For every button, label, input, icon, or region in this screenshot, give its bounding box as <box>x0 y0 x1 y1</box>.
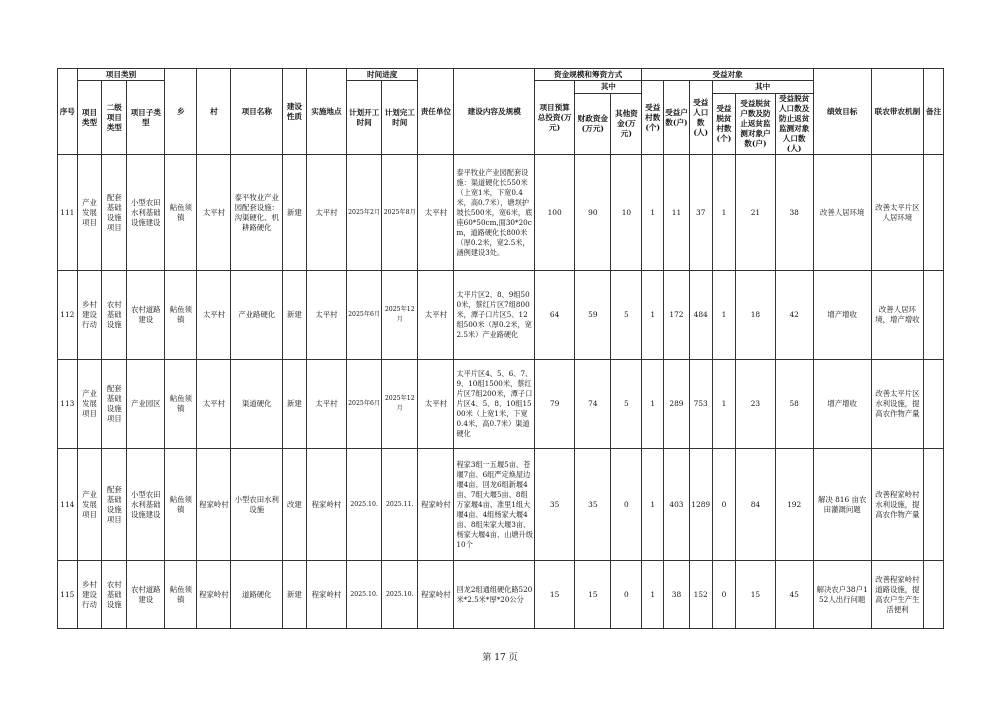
row-beneficiary-households: 172 <box>664 271 690 360</box>
row-poverty-households: 84 <box>736 449 775 561</box>
row-beneficiary-population: 1289 <box>689 449 712 561</box>
row-project-type: 产业发展项目 <box>77 155 102 271</box>
row-total-budget: 35 <box>535 449 575 561</box>
row-responsible-unit: 太平村 <box>418 155 454 271</box>
header-group-funds: 资金规模和筹资方式 <box>535 69 642 81</box>
header-content-scale: 建设内容及规模 <box>454 69 535 155</box>
row-secondary-type: 农村基础设施 <box>102 271 127 360</box>
row-beneficiary-population: 152 <box>689 561 712 629</box>
row-remark <box>924 561 944 629</box>
header-planned-finish: 计划完工时间 <box>382 81 418 155</box>
row-poverty-households: 15 <box>736 561 775 629</box>
header-project-type: 项目类型 <box>77 81 102 155</box>
row-fiscal-funds: 90 <box>575 155 611 271</box>
header-funds-among: 其中 <box>575 81 642 94</box>
row-nature: 新建 <box>283 271 307 360</box>
row-total-budget: 15 <box>535 561 575 629</box>
row-township: 鲇鱼须镇 <box>165 360 197 449</box>
row-poverty-villages: 0 <box>712 449 736 561</box>
header-poverty-population: 受益脱贫人口数及防止返贫监测对象人口数(人) <box>775 94 813 155</box>
row-seq: 113 <box>58 360 78 449</box>
row-other-funds: 5 <box>611 271 642 360</box>
row-village: 太平村 <box>197 360 231 449</box>
header-farmer-linkage: 联农带农机制 <box>871 69 924 155</box>
row-seq: 114 <box>58 449 78 561</box>
row-nature: 新建 <box>283 561 307 629</box>
row-beneficiary-households: 289 <box>664 360 690 449</box>
row-sub-type: 小型农田水利基础设施建设 <box>127 449 165 561</box>
row-project-type: 乡村建设行动 <box>77 561 102 629</box>
row-nature: 改建 <box>283 449 307 561</box>
row-finish-date: 2025年12月 <box>382 360 418 449</box>
row-fiscal-funds: 15 <box>575 561 611 629</box>
header-seq: 序号 <box>58 69 78 155</box>
header-other-funds: 其他资金(万元) <box>611 94 642 155</box>
project-table <box>57 68 944 629</box>
page-number: 第 17 页 <box>482 653 518 663</box>
row-remark <box>924 155 944 271</box>
row-farmer-linkage: 改善人居环境，增产增收 <box>871 271 924 360</box>
row-township: 鲇鱼须镇 <box>165 271 197 360</box>
row-poverty-villages: 0 <box>712 561 736 629</box>
row-poverty-population: 42 <box>775 271 813 360</box>
row-content: 泰平牧业产业园配套设施：渠道硬化长550米（上宽1米，下宽0.4米，高0.7米），塘坝护坡长500米，宽6米，底座60*50cm,面30*20cm，道路硬化长800米（厚0.2米，宽2.5米，涵例建设3处。 <box>454 155 535 271</box>
row-fiscal-funds: 74 <box>575 360 611 449</box>
header-total-budget: 项目预算总投资(万元) <box>535 81 575 155</box>
row-secondary-type: 农村基础设施 <box>102 561 127 629</box>
row-other-funds: 0 <box>611 561 642 629</box>
row-poverty-population: 58 <box>775 360 813 449</box>
row-total-budget: 79 <box>535 360 575 449</box>
row-seq: 111 <box>58 155 78 271</box>
row-seq: 115 <box>58 561 78 629</box>
table-row <box>58 271 944 360</box>
row-beneficiary-villages: 1 <box>642 449 664 561</box>
header-planned-start: 计划开工时间 <box>347 81 382 155</box>
row-beneficiary-villages: 1 <box>642 561 664 629</box>
row-performance-goal: 解决 816 亩农田灌溉问题 <box>813 449 871 561</box>
header-project-name: 项目名称 <box>231 69 283 155</box>
row-location: 太平村 <box>306 360 346 449</box>
row-performance-goal: 解决农户38户152人出行问题 <box>813 561 871 629</box>
row-poverty-population: 192 <box>775 449 813 561</box>
header-beneficiary-among: 其中 <box>712 81 813 94</box>
row-beneficiary-population: 484 <box>689 271 712 360</box>
row-responsible-unit: 太平村 <box>418 360 454 449</box>
row-total-budget: 100 <box>535 155 575 271</box>
table-row <box>58 155 944 271</box>
header-village: 村 <box>197 69 231 155</box>
row-project-type: 乡村建设行动 <box>77 271 102 360</box>
row-township: 鲇鱼须镇 <box>165 561 197 629</box>
header-construction-nature: 建设性质 <box>283 69 307 155</box>
row-finish-date: 2025.11. <box>382 449 418 561</box>
header-group-beneficiary: 受益对象 <box>642 69 813 81</box>
row-sub-type: 小型农田水利基础设施建设 <box>127 155 165 271</box>
row-sub-type: 产业园区 <box>127 360 165 449</box>
row-poverty-population: 45 <box>775 561 813 629</box>
row-content: 太平片区4、5、6、7、9、10组1500米，蔡红片区7组200米，潭子口片区4、5、8、10组1500米（上宽1米，下宽0.4米，高0.7米）渠道硬化 <box>454 360 535 449</box>
row-performance-goal: 改善人居环境 <box>813 155 871 271</box>
row-project-type: 产业发展项目 <box>77 449 102 561</box>
row-beneficiary-population: 753 <box>689 360 712 449</box>
row-beneficiary-households: 11 <box>664 155 690 271</box>
row-seq: 112 <box>58 271 78 360</box>
header-group-category: 项目类别 <box>77 69 165 81</box>
header-sub-type: 项目子类型 <box>127 81 165 155</box>
row-project-name: 小型农田水利设施 <box>231 449 283 561</box>
row-total-budget: 64 <box>535 271 575 360</box>
row-village: 太平村 <box>197 271 231 360</box>
header-poverty-villages: 受益脱贫村数(个) <box>712 94 736 155</box>
header-beneficiary-villages: 受益村数(个) <box>642 81 664 155</box>
row-fiscal-funds: 35 <box>575 449 611 561</box>
header-remarks: 备注 <box>924 69 944 155</box>
row-farmer-linkage: 改善太平片区人居环境 <box>871 155 924 271</box>
row-secondary-type: 配套基础设施项目 <box>102 360 127 449</box>
row-village: 程家岭村 <box>197 449 231 561</box>
row-poverty-households: 21 <box>736 155 775 271</box>
row-sub-type: 农村道路建设 <box>127 271 165 360</box>
header-fiscal-funds: 财政资金(万元) <box>575 94 611 155</box>
header-group-time: 时间进度 <box>347 69 418 81</box>
row-poverty-population: 38 <box>775 155 813 271</box>
row-other-funds: 10 <box>611 155 642 271</box>
row-location: 太平村 <box>306 155 346 271</box>
header-beneficiary-population: 受益人口数(人) <box>689 81 712 155</box>
row-beneficiary-villages: 1 <box>642 360 664 449</box>
row-beneficiary-villages: 1 <box>642 271 664 360</box>
row-project-name: 渠道硬化 <box>231 360 283 449</box>
row-responsible-unit: 程家岭村 <box>418 561 454 629</box>
row-start-date: 2025年6月 <box>347 271 382 360</box>
row-other-funds: 5 <box>611 360 642 449</box>
table-row <box>58 449 944 561</box>
row-other-funds: 0 <box>611 449 642 561</box>
table-row <box>58 360 944 449</box>
header-secondary-type: 二级项目类型 <box>102 81 127 155</box>
row-secondary-type: 配套基础设施项目 <box>102 155 127 271</box>
row-remark <box>924 271 944 360</box>
row-beneficiary-population: 37 <box>689 155 712 271</box>
header-township: 乡 <box>165 69 197 155</box>
row-finish-date: 2025年12月 <box>382 271 418 360</box>
row-location: 太平村 <box>306 271 346 360</box>
row-poverty-villages: 1 <box>712 271 736 360</box>
header-location: 实施地点 <box>306 69 346 155</box>
row-village: 太平村 <box>197 155 231 271</box>
row-project-name: 泰平牧业产业园配套设施：沟渠硬化、机耕路硬化 <box>231 155 283 271</box>
row-performance-goal: 增产增收 <box>813 360 871 449</box>
row-farmer-linkage: 改善太平片区水利设施，提高农作物产量 <box>871 360 924 449</box>
row-sub-type: 农村道路建设 <box>127 561 165 629</box>
row-content: 程家3组一五堰5亩、苍堰7亩、6组严定焕屋边堰4亩、回龙6组新堰4亩、7组大堰5亩、8组万家堰4亩、准里1组大堰4亩、4组杨家大堰4亩、8组朱家大堰3亩、杨家大堰4亩、山塘升级10个 <box>454 449 535 561</box>
row-project-type: 产业发展项目 <box>77 360 102 449</box>
row-content: 回龙2组通组硬化路520米*2.5米*厚*20公分 <box>454 561 535 629</box>
row-farmer-linkage: 改善程家岭村水利设施，提高农作物产量 <box>871 449 924 561</box>
row-nature: 新建 <box>283 155 307 271</box>
row-project-name: 道路硬化 <box>231 561 283 629</box>
row-start-date: 2025.10. <box>347 561 382 629</box>
row-start-date: 2025年2月 <box>347 155 382 271</box>
row-location: 程家岭村 <box>306 561 346 629</box>
row-start-date: 2025年6月 <box>347 360 382 449</box>
header-beneficiary-households: 受益户数(户) <box>664 81 690 155</box>
row-farmer-linkage: 改善程家岭村道路设施，提高农户生产生活便利 <box>871 561 924 629</box>
row-responsible-unit: 程家岭村 <box>418 449 454 561</box>
row-poverty-villages: 1 <box>712 155 736 271</box>
row-remark <box>924 449 944 561</box>
row-content: 太平片区2、8、9组500米，蔡红片区7组800米，潭子口片区5、12组500米（厚0.2米，宽2.5米）产业路硬化 <box>454 271 535 360</box>
row-village: 程家岭村 <box>197 561 231 629</box>
row-location: 程家岭村 <box>306 449 346 561</box>
row-beneficiary-households: 38 <box>664 561 690 629</box>
row-finish-date: 2025.10. <box>382 561 418 629</box>
row-beneficiary-villages: 1 <box>642 155 664 271</box>
row-nature: 新建 <box>283 360 307 449</box>
row-poverty-households: 18 <box>736 271 775 360</box>
header-poverty-households: 受益脱贫户数及防止返贫监测对象户数(户) <box>736 94 775 155</box>
row-beneficiary-households: 403 <box>664 449 690 561</box>
header-responsible-unit: 责任单位 <box>418 69 454 155</box>
row-performance-goal: 增产增收 <box>813 271 871 360</box>
row-township: 鲇鱼须镇 <box>165 449 197 561</box>
row-poverty-households: 23 <box>736 360 775 449</box>
row-fiscal-funds: 59 <box>575 271 611 360</box>
row-project-name: 产业路硬化 <box>231 271 283 360</box>
row-township: 鲇鱼须镇 <box>165 155 197 271</box>
header-performance-goal: 绩效目标 <box>813 69 871 155</box>
row-finish-date: 2025年8月 <box>382 155 418 271</box>
row-secondary-type: 配套基础设施项目 <box>102 449 127 561</box>
table-row <box>58 561 944 629</box>
row-poverty-villages: 1 <box>712 360 736 449</box>
row-start-date: 2025.10. <box>347 449 382 561</box>
row-responsible-unit: 太平村 <box>418 271 454 360</box>
row-remark <box>924 360 944 449</box>
